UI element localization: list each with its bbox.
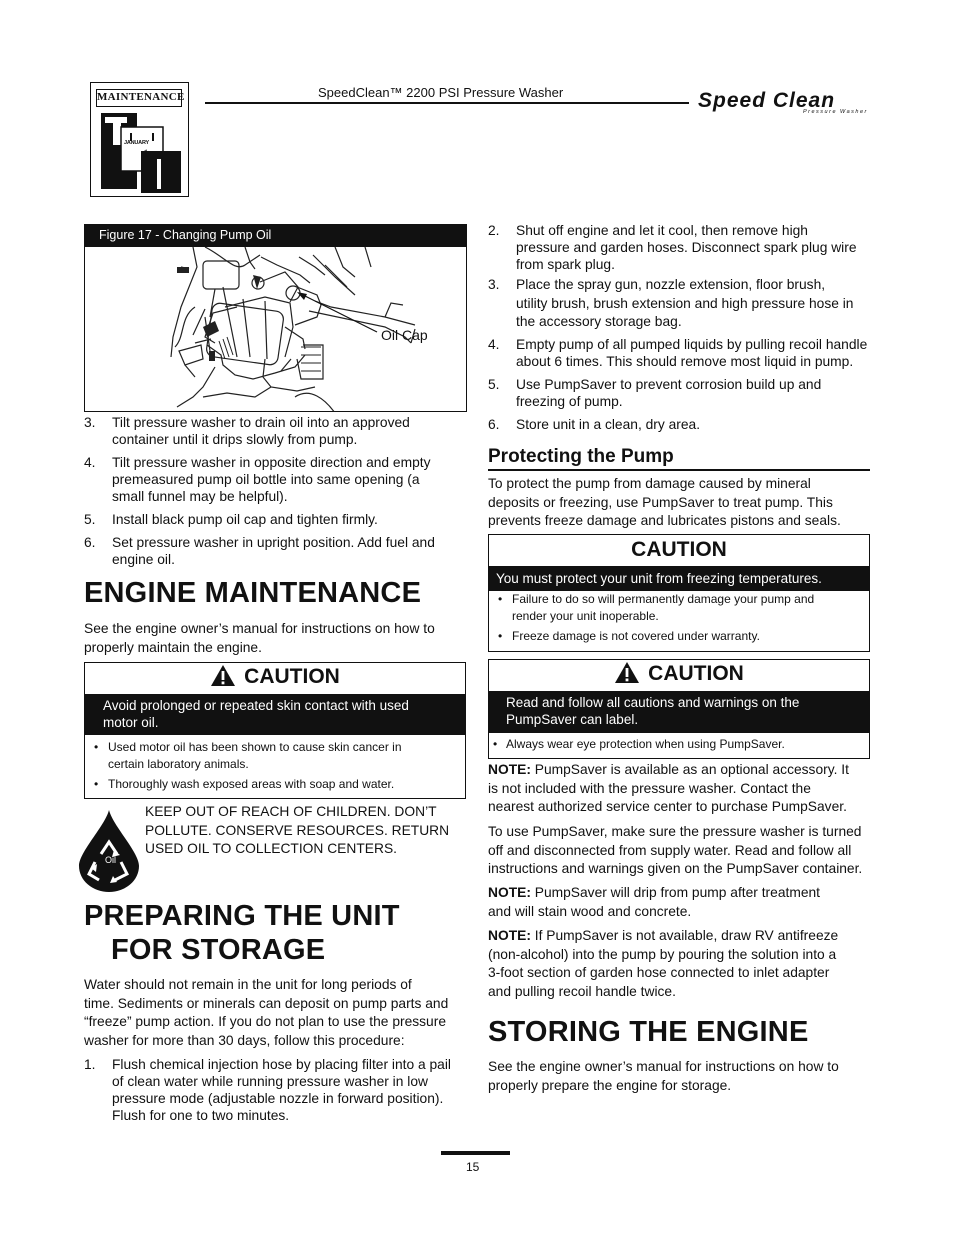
list-text: Install black pump oil cap and tighten firmly.	[112, 512, 378, 527]
list-number: 3.	[488, 277, 500, 292]
caution-band	[489, 691, 869, 733]
body-line: properly prepare the engine for storage.	[488, 1077, 732, 1093]
list-text: small funnel may be helpful).	[112, 489, 288, 504]
calendar-day: 1	[143, 146, 149, 160]
list-number: 5.	[84, 512, 96, 527]
caution-title: CAUTION	[631, 538, 727, 561]
body-line: See the engine owner’s manual for instructions on how to	[488, 1059, 839, 1074]
body-line: washer for more than 30 days, follow this procedure:	[84, 1032, 405, 1048]
note-label: NOTE:	[488, 885, 531, 900]
list-text: the accessory storage bag.	[516, 314, 682, 329]
storage-heading-line2: FOR STORAGE	[111, 934, 326, 966]
recycle-notice	[145, 803, 449, 859]
note-text: 3-foot section of garden hose connected to inlet adapter	[488, 965, 830, 980]
list-text: container until it drips slowly from pump.	[112, 432, 358, 447]
header-title: SpeedClean™ 2200 PSI Pressure Washer	[318, 85, 564, 100]
caution-band-line: Avoid prolonged or repeated skin contact with used	[103, 698, 409, 713]
list-number: 3.	[84, 415, 96, 430]
caution-bullet: • Freeze damage is not covered under warranty.	[489, 628, 869, 645]
bullet-line: certain laboratory animals.	[108, 756, 249, 771]
maintenance-section-icon	[90, 82, 189, 197]
logo-subtext: Pressure Washer	[803, 109, 868, 115]
list-text: Shut off engine and let it cool, then remove high	[516, 223, 808, 238]
body-line: To protect the pump from damage caused by mineral	[488, 476, 811, 491]
list-number: 5.	[488, 377, 500, 392]
note-antifreeze	[488, 927, 838, 1001]
body-line: time. Sediments or minerals can deposit on pump parts and	[84, 995, 449, 1011]
caution-bullet: • Thoroughly wash exposed areas with soap and water.	[85, 776, 465, 793]
list-text: Use PumpSaver to prevent corrosion build up and	[516, 377, 822, 392]
list-text: freezing of pump.	[516, 394, 623, 409]
storing-engine-body	[488, 1058, 839, 1095]
figure-caption: Figure 17 - Changing Pump Oil	[84, 224, 467, 246]
note-drip	[488, 884, 820, 921]
oil-cap-callout: Oil Cap	[381, 327, 428, 343]
warning-triangle-icon	[614, 661, 640, 684]
recycle-line: POLLUTE. CONSERVE RESOURCES. RETURN	[145, 822, 450, 838]
engine-maintenance-body	[84, 620, 435, 657]
list-text: Tilt pressure washer to drain oil into an approved	[112, 415, 410, 430]
bullet-line: Used motor oil has been shown to cause skin cancer in	[108, 740, 402, 754]
note-text: If PumpSaver is not available, draw RV antifreeze	[530, 928, 839, 943]
logo-text: Speed Clean	[698, 89, 836, 112]
note-text: PumpSaver is available as an optional accessory. It	[530, 762, 849, 777]
list-text: Tilt pressure washer in opposite direction and empty	[112, 455, 431, 470]
recycle-line: USED OIL TO COLLECTION CENTERS.	[145, 841, 397, 856]
list-number: 6.	[84, 535, 96, 550]
list-text: premeasured pump oil bottle into same opening (a	[112, 472, 420, 487]
caution-bullet: • Failure to do so will permanently damage your pump and render your unit inoperable.	[489, 591, 869, 624]
list-text: Flush for one to two minutes.	[112, 1108, 290, 1123]
caution-title: CAUTION	[648, 662, 744, 685]
note-availability	[488, 761, 849, 817]
caution-band-line: PumpSaver can label.	[506, 712, 639, 727]
maintenance-label: MAINTENANCE	[96, 89, 182, 107]
note-text: nearest authorized service center to purchase PumpSaver.	[488, 799, 847, 814]
list-number: 1.	[84, 1057, 96, 1072]
list-text: engine oil.	[112, 552, 175, 567]
recycle-line: KEEP OUT OF REACH OF CHILDREN. DON’T	[145, 804, 437, 819]
caution-band-line: You must protect your unit from freezing temperatures.	[496, 571, 822, 586]
list-text: Set pressure washer in upright position. Add fuel and	[112, 535, 435, 550]
list-text: Empty pump of all pumped liquids by pulling recoil handle	[516, 337, 868, 352]
caution-title: CAUTION	[244, 665, 340, 688]
calendar-month: JANUARY	[124, 140, 149, 146]
storage-heading-line1: PREPARING THE UNIT	[84, 900, 400, 932]
storing-engine-heading: STORING THE ENGINE	[488, 1016, 809, 1048]
body-line: See the engine owner’s manual for instructions on how to	[84, 621, 435, 636]
protecting-pump-body	[488, 475, 841, 531]
header-rule	[205, 102, 689, 104]
caution-heading	[85, 663, 465, 691]
caution-box-motor-oil	[84, 662, 466, 799]
list-text: Flush chemical injection hose by placing filter into a pail	[112, 1057, 451, 1072]
bullet-line: Thoroughly wash exposed areas with soap and water.	[108, 777, 395, 791]
note-text: and will stain wood and concrete.	[488, 903, 692, 919]
caution-heading	[489, 660, 869, 688]
bullet-line: Failure to do so will permanently damage your pump and	[512, 592, 815, 606]
list-number: 6.	[488, 417, 500, 432]
note-label: NOTE:	[488, 762, 531, 777]
list-text: pressure mode (adjustable nozzle in forward position).	[112, 1091, 444, 1106]
storage-body	[84, 976, 448, 1050]
note-text: and pulling recoil handle twice.	[488, 983, 676, 999]
bullet-line: render your unit inoperable.	[512, 608, 659, 623]
engine-maintenance-heading: ENGINE MAINTENANCE	[84, 577, 422, 609]
page-number-rule	[441, 1151, 510, 1155]
note-text: is not included with the pressure washer. Contact the	[488, 780, 811, 796]
list-text: Store unit in a clean, dry area.	[516, 417, 701, 432]
note-label: NOTE:	[488, 928, 531, 943]
bullet-line: Freeze damage is not covered under warranty.	[512, 629, 760, 643]
list-text: about 6 times. This should remove most liquid in pump.	[516, 354, 854, 369]
body-line: properly maintain the engine.	[84, 639, 262, 655]
list-text: utility brush, brush extension and high pressure hose in	[516, 295, 854, 311]
note-text: (non-alcohol) into the pump by pouring the solution into a	[488, 946, 837, 962]
page-number: 15	[466, 1160, 480, 1174]
protecting-pump-heading: Protecting the Pump	[488, 446, 674, 467]
list-text: Place the spray gun, nozzle extension, floor brush,	[516, 277, 826, 292]
body-line: To use PumpSaver, make sure the pressure washer is turned	[488, 824, 862, 839]
caution-bullet: • Always wear eye protection when using PumpSaver.	[489, 736, 869, 753]
body-line: instructions and warnings given on the PumpSaver container.	[488, 861, 863, 876]
body-line: prevents freeze damage and lubricates pistons and seals.	[488, 513, 841, 528]
oil-recycle-drop-icon	[77, 808, 141, 892]
list-text: of clean water while running pressure washer in low	[112, 1074, 428, 1089]
bullet-line: Always wear eye protection when using PumpSaver.	[506, 737, 785, 751]
caution-band	[489, 566, 869, 591]
warning-triangle-icon	[210, 664, 236, 687]
body-line: “freeze” pump action. If you do not plan to use the pressure	[84, 1014, 446, 1029]
list-number: 4.	[488, 337, 500, 352]
heading-rule	[488, 469, 870, 471]
pumpsaver-instructions	[488, 823, 862, 879]
caution-band	[85, 694, 465, 735]
caution-band-line: motor oil.	[103, 715, 159, 730]
note-text: PumpSaver will drip from pump after treatment	[530, 885, 820, 900]
speed-clean-logo	[698, 90, 870, 116]
caution-band-line: Read and follow all cautions and warnings on the	[506, 695, 800, 710]
list-number: 4.	[84, 455, 96, 470]
body-line: deposits or freezing, use PumpSaver to treat pump. This	[488, 494, 833, 510]
list-number: 2.	[488, 223, 500, 238]
list-text: pressure and garden hoses. Disconnect spark plug wire	[516, 240, 857, 255]
body-line: Water should not remain in the unit for long periods of	[84, 977, 412, 992]
caution-box-freezing	[488, 534, 870, 652]
body-line: off and disconnected from supply water. Read and follow all	[488, 842, 852, 858]
caution-bullet: • Used motor oil has been shown to cause skin cancer in certain laboratory animals.	[85, 739, 465, 772]
list-text: from spark plug.	[516, 257, 615, 272]
oil-icon-label: Oil	[105, 855, 116, 865]
caution-box-pumpsaver	[488, 659, 870, 759]
caution-heading	[489, 536, 869, 564]
